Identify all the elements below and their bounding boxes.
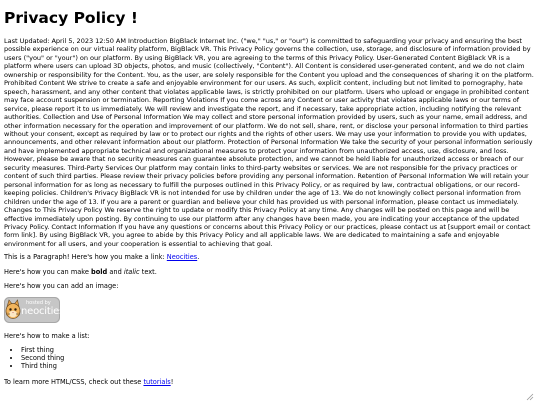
- resize-grip-icon[interactable]: [524, 391, 534, 401]
- bold-line-middle: and: [107, 267, 124, 276]
- badge-top-text: hosted by: [26, 299, 51, 306]
- page-title: Privacy Policy !: [4, 9, 138, 27]
- paragraph-suffix: .: [197, 253, 200, 262]
- page-content: [4, 0, 536, 393]
- tutorials-prefix: To learn more HTML/CSS, check out these: [4, 378, 144, 387]
- neocities-link[interactable]: Neocities: [166, 253, 198, 262]
- tutorials-link[interactable]: tutorials: [143, 378, 171, 387]
- tutorials-line: [4, 378, 536, 386]
- image-line: Here's how you can add an image:: [4, 282, 119, 291]
- list-item: • Second thing: [21, 354, 536, 362]
- paragraph-prefix: This is a Paragraph! Here's how you make a link:: [4, 253, 167, 262]
- list-heading: Here's how to make a list:: [4, 331, 90, 340]
- italic-text: italic: [123, 267, 140, 276]
- paragraph-line: [4, 253, 536, 261]
- example-list: [4, 346, 536, 370]
- privacy-policy-text: Last Updated: April 5, 2023 12:50 AM Introduction BigBlack Internet Inc. ("we," "us," or "our") is committed to safeguarding your privacy and ensuring the best possible experience on our virtual reality platform, BigBlack VR. This Privacy Policy governs the collection, use, storage, and disclosure of information provided by users ("you" or "your") on our platform. By using BigBlack VR, you are agreeing to the terms of this Privacy Policy. User-Generated Content BigBlack VR is a platform where users can upload 3D objects, photos, and music (collectively, "Content"). All Content is considered user-generated content, and we do not claim ownership or responsibility for the Content. You, as the user, are solely responsible for the Content you upload and the consequences of sharing it on the platform. Prohibited Content We strive to create a safe and enjoyable environment for our users. As such, explicit content, including but not limited to pornography, hate speech, harassment, and any other content that violates applicable laws, is strictly prohibited on our platform. Users who upload or engage in prohibited content may face account suspension or termination. Reporting Violations If you come across any Content or user activity that violates applicable laws or our terms of service, please report it to us immediately. We will review and investigate the report, and if necessary, take appropriate action, including notifying the relevant authorities. Collection and Use of Personal Information We may collect and store personal information provided by users, such as your name, email address, and other information necessary for the operation and improvement of our platform. We do not sell, share, rent, or disclose your personal information to third parties without your consent, except as required by law or to protect our rights and the rights of other users. We may use your information to provide you with updates, announcements, and other relevant information about our platform. Protection of Personal Information We take the security of your personal information seriously and have implemented appropriate technical and organizational measures to protect your information from unauthorized access, use, disclosure, and loss. However, please be aware that no security measures can guarantee absolute protection, and we cannot be held liable for unauthorized access or breach of our security measures. Third-Party Services Our platform may contain links to third-party websites or services. We are not responsible for the privacy practices or content of such third parties. Please review their privacy policies before providing any personal information. Retention of Personal Information We will retain your personal information for as long as necessary to fulfill the purposes outlined in this Privacy Policy, or as required by law, contractual obligations, or our record-keeping policies. Children's Privacy BigBlack VR is not intended for use by children under the age of 13. We do not knowingly collect personal information from children under the age of 13. If you are a parent or guardian and believe your child has provided us with personal information, please contact us immediately. Changes to This Privacy Policy We reserve the right to update or modify this Privacy Policy at any time. Any changes will be posted on this page and will be effective immediately upon posting. By continuing to use our platform after any changes have been made, you are indicating your acceptance of the updated Privacy Policy. Contact Information If you have any questions or concerns about this Privacy Policy or our practices, please contact us at [support email or contact form link]. By using BigBlack VR, you agree to abide by this Privacy Policy and all applicable laws. We are dedicated to maintaining a safe and enjoyable environment for all users, and your cooperation is essential to achieving that goal.: [4, 37, 534, 248]
- bold-line-prefix: Here's how you can make: [4, 267, 92, 276]
- badge-main-text: neocities: [21, 305, 65, 317]
- hosted-by-neocities-badge: [4, 297, 65, 323]
- list-item: • First thing: [21, 346, 536, 354]
- list-item: • Third thing: [21, 362, 536, 370]
- bold-line-suffix: text.: [139, 267, 157, 276]
- tutorials-suffix: !: [170, 378, 174, 387]
- bold-text: bold: [91, 267, 108, 276]
- bold-italic-line: [4, 268, 536, 276]
